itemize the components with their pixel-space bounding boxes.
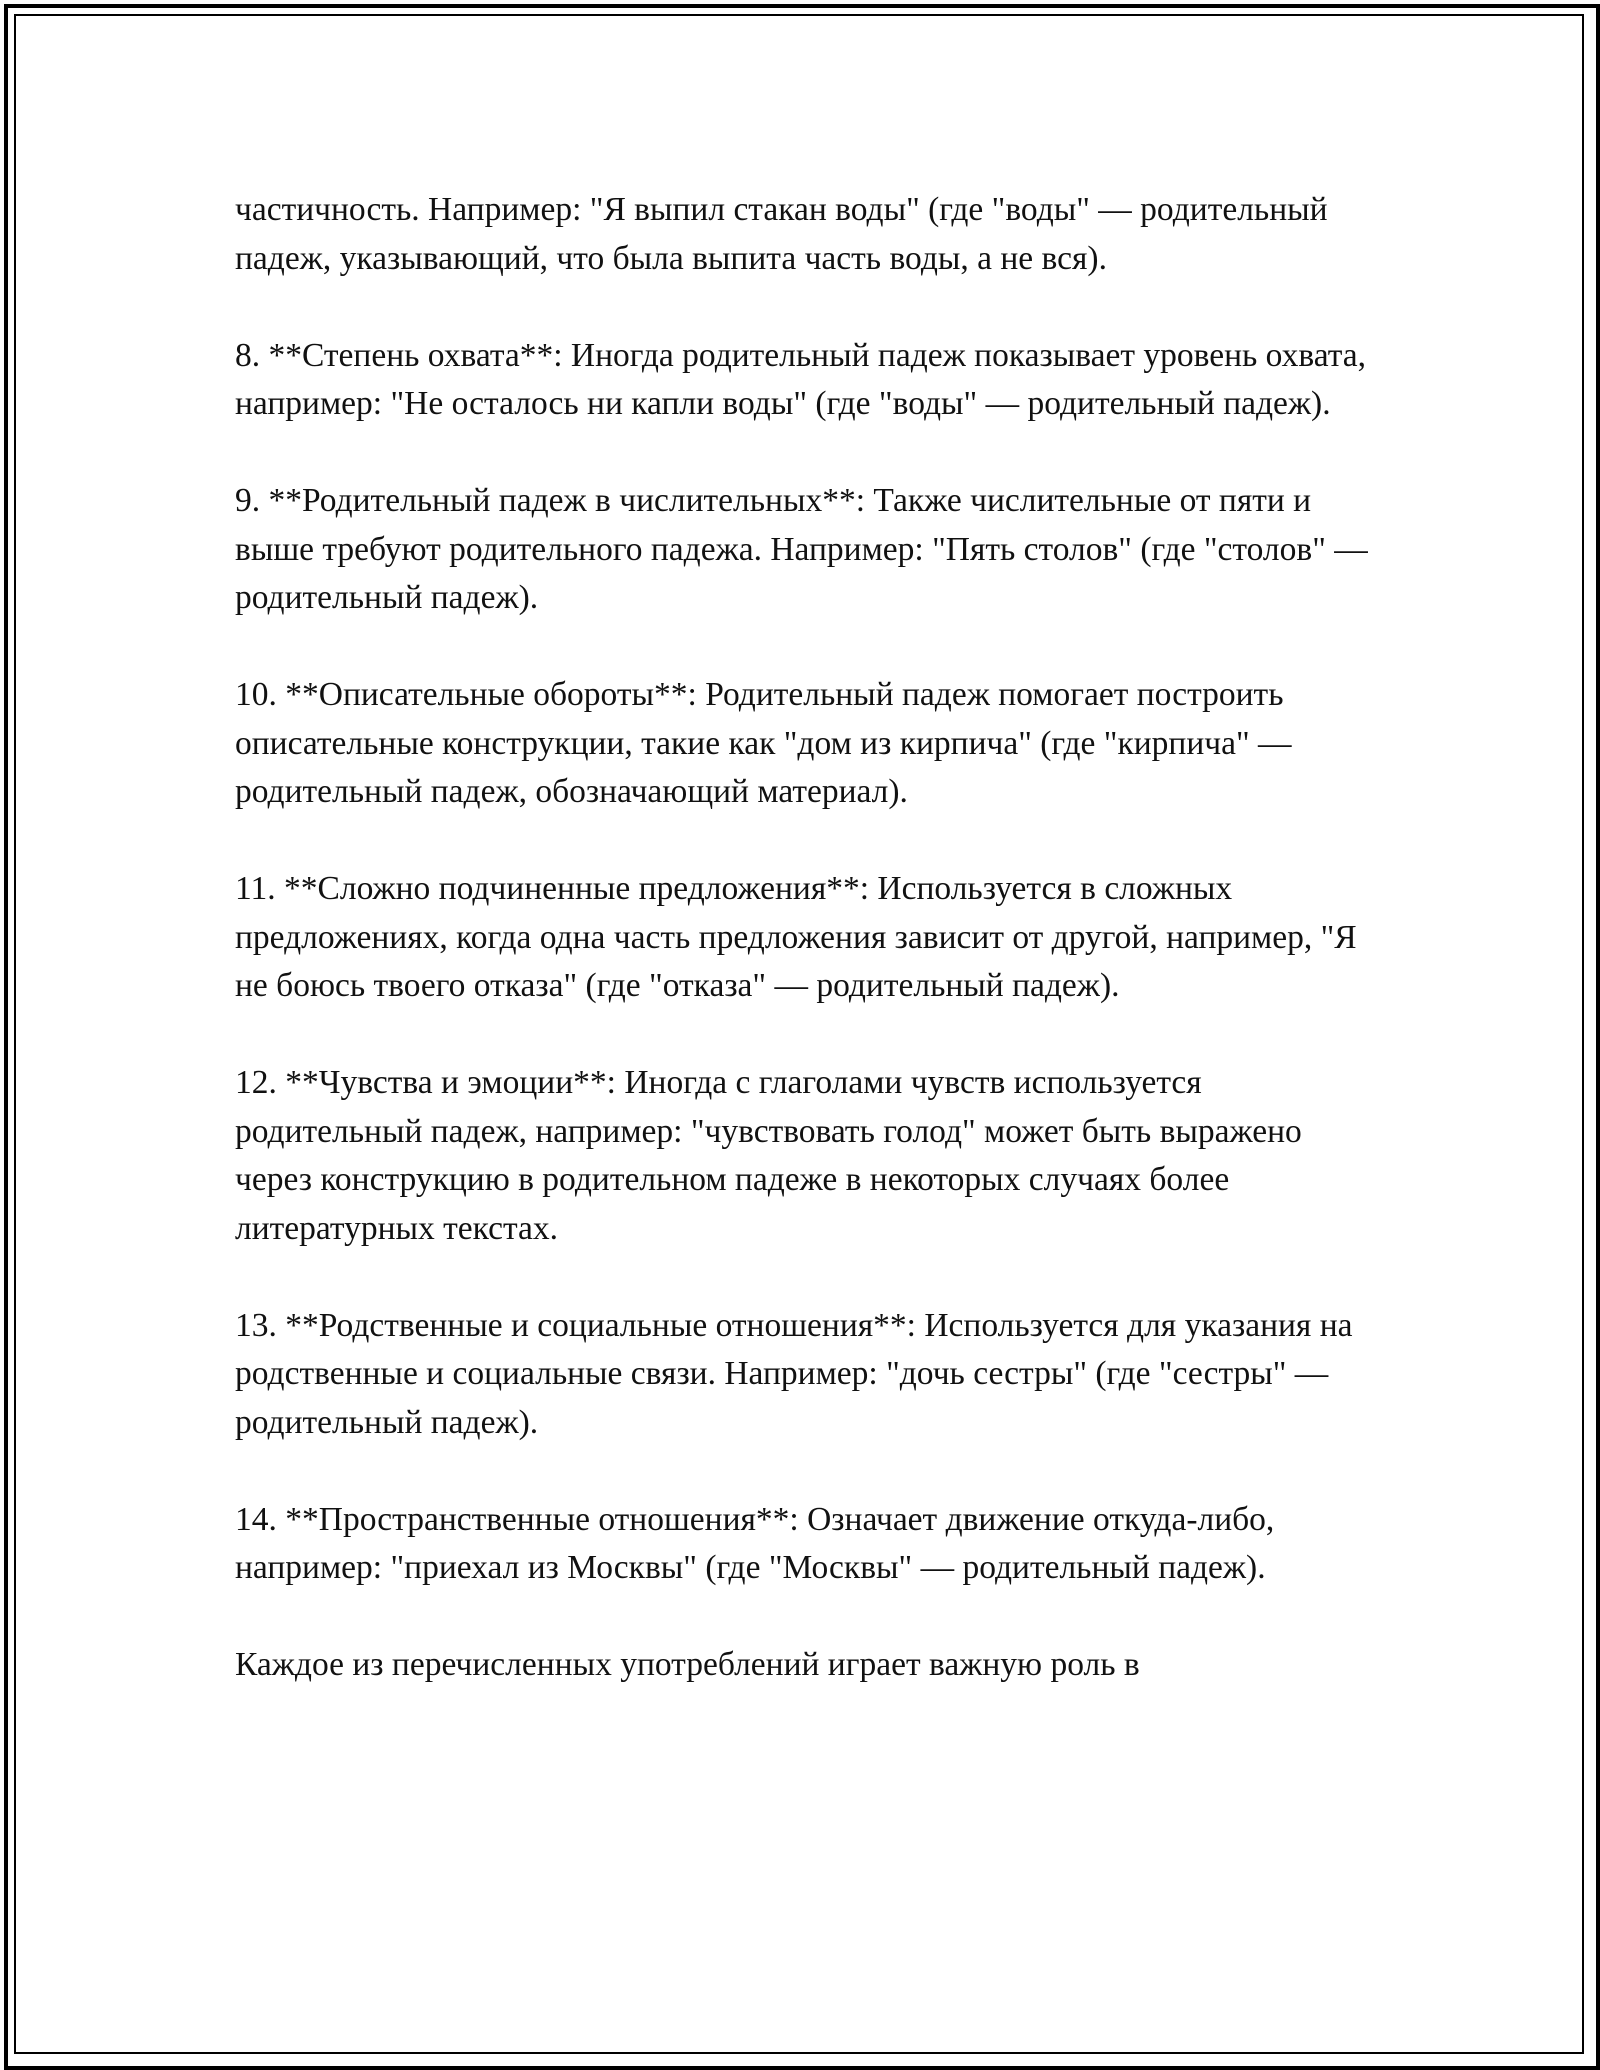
- paragraph-item-8: 8. **Степень охвата**: Иногда родительный падеж показывает уровень охвата, например: "Не осталось ни капли воды" (где "воды" — родительный падеж).: [235, 336, 1366, 422]
- paragraph-conclusion: Каждое из перечисленных употреблений играет важную роль в: [235, 1646, 1140, 1683]
- document-body: [235, 186, 1370, 1690]
- paragraph-item-9: 9. **Родительный падеж в числительных**: Также числительные от пяти и выше требуют родительного падежа. Например: "Пять столов" (где "столов" — родительный падеж).: [235, 482, 1368, 616]
- paragraph-item-12: 12. **Чувства и эмоции**: Иногда с глаголами чувств используется родительный падеж, например: "чувствовать голод" может быть выражено через конструкцию в родительном падеже в некоторых случаях более литературных текстах.: [235, 1064, 1302, 1247]
- paragraph-item-10: 10. **Описательные обороты**: Родительный падеж помогает построить описательные конструкции, такие как "дом из кирпича" (где "кирпича" — родительный падеж, обозначающий материал).: [235, 676, 1292, 810]
- paragraph-item-11: 11. **Сложно подчиненные предложения**: Используется в сложных предложениях, когда одна часть предложения зависит от другой, например, "Я не боюсь твоего отказа" (где "отказа" — родительный падеж).: [235, 870, 1357, 1004]
- paragraph-item-14: 14. **Пространственные отношения**: Означает движение откуда-либо, например: "приехал из Москвы" (где "Москвы" — родительный падеж).: [235, 1500, 1275, 1586]
- paragraph-partitive-continuation: частичность. Например: "Я выпил стакан воды" (где "воды" — родительный падеж, указывающий, что была выпита часть воды, а не вся).: [235, 191, 1328, 277]
- paragraph-item-13: 13. **Родственные и социальные отношения**: Используется для указания на родственные и социальные связи. Например: "дочь сестры" (где "сестры" — родительный падеж).: [235, 1306, 1353, 1441]
